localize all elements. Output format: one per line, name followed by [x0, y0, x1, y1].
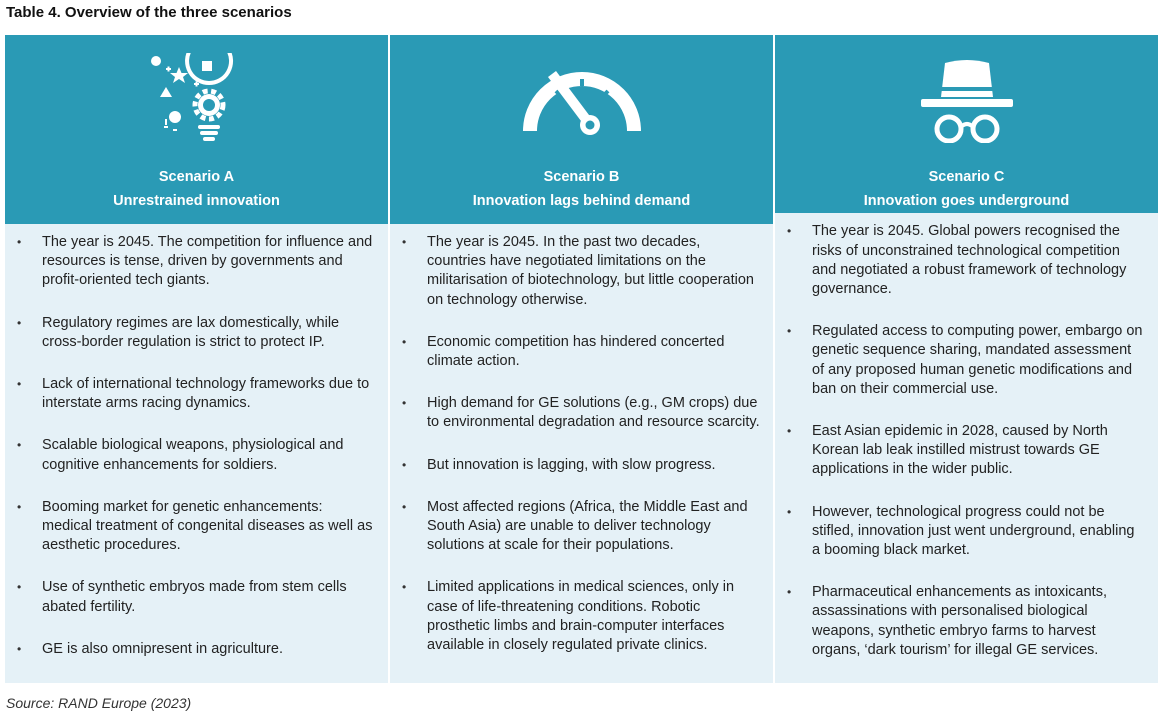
scenario-body-a [5, 224, 388, 683]
incognito-hat-glasses-icon [907, 53, 1027, 143]
scenario-heading-a [5, 165, 388, 213]
bullet-icon: • [17, 641, 22, 656]
scenario-subtitle-c: Innovation goes underground [863, 193, 1070, 209]
list-item: • The year is 2045. Global powers recognised the risks of unconstrained technological competition and negotiated a robust framework of technology governance. [787, 223, 1127, 297]
scenario-subtitle-b: Innovation lags behind demand [472, 193, 691, 209]
scenario-column-c [775, 35, 1158, 683]
bullet-icon: • [17, 377, 22, 392]
bullet-icon: • [17, 438, 22, 453]
bullet-icon: • [17, 235, 22, 249]
scenario-body-b [390, 224, 773, 683]
bullet-list-b [402, 233, 761, 655]
bullet-icon: • [17, 315, 22, 330]
list-item: • Regulatory regimes are lax domestically, while cross-border regulation is strict to protect IP. [17, 314, 340, 350]
list-item: • But innovation is lagging, with slow progress. [402, 456, 761, 475]
list-item: • GE is also omnipresent in agriculture. [17, 640, 376, 659]
list-item: • Limited applications in medical sciences, only in case of life-threatening conditions. Robotic prosthetic limbs and brain-computer interfaces available in closely regulated private clinics. [402, 579, 735, 654]
bullet-icon: • [787, 224, 792, 239]
bullet-icon: • [402, 396, 407, 411]
list-item: • Lack of international technology frameworks due to interstate arms racing dynamics. [17, 376, 370, 412]
list-item: • Booming market for genetic enhancements: medical treatment of congenital diseases as well as aesthetic procedures. [17, 498, 373, 554]
bullet-list-a [17, 233, 376, 659]
list-item: • The year is 2045. The competition for influence and resources is tense, driven by governments and profit-oriented tech giants. [17, 234, 373, 289]
bullet-icon: • [402, 235, 407, 249]
bullet-icon: • [787, 504, 792, 519]
scenario-label-a: Scenario A [158, 169, 235, 185]
source-note: Source: RAND Europe (2023) [6, 695, 192, 711]
list-item: • Use of synthetic embryos made from stem cells abated fertility. [17, 579, 347, 615]
list-item: • Most affected regions (Africa, the Middle East and South Asia) are unable to deliver technology solutions at scale for their populations. [402, 498, 748, 554]
scenario-column-a [5, 35, 388, 683]
bullet-icon: • [17, 499, 22, 514]
scenario-heading-b [390, 165, 773, 213]
list-item: • High demand for GE solutions (e.g., GM crops) due to environmental degradation and resource scarcity. [402, 395, 760, 431]
lightbulb-gear-icon [137, 53, 257, 143]
bullet-icon: • [787, 585, 792, 600]
scenario-header-c [775, 35, 1158, 213]
bullet-icon: • [787, 423, 792, 438]
list-item: • East Asian epidemic in 2028, caused by North Korean lab leak instilled mistrust towards GE applications in the wider public. [787, 422, 1108, 478]
scenario-label-b: Scenario B [543, 169, 620, 185]
speedometer-icon [522, 53, 642, 143]
bullet-icon: • [787, 324, 792, 339]
list-item: • Scalable biological weapons, physiological and cognitive enhancements for soldiers. [17, 437, 344, 473]
scenario-label-c: Scenario C [928, 169, 1005, 185]
bullet-icon: • [402, 334, 407, 349]
list-item: • Pharmaceutical enhancements as intoxicants, assassinations with personalised biological weapons, synthetic embryo farms to harvest organs, ‘dark tourism’ for illegal GE services. [787, 584, 1107, 658]
bullet-icon: • [402, 499, 407, 514]
bullet-icon: • [402, 457, 407, 472]
scenario-column-b [390, 35, 773, 683]
scenario-header-a [5, 35, 388, 224]
scenario-heading-c [775, 165, 1158, 213]
bullet-icon: • [17, 580, 22, 595]
scenario-header-b [390, 35, 773, 224]
table-title: Table 4. Overview of the three scenarios [6, 4, 292, 21]
scenario-subtitle-a: Unrestrained innovation [113, 193, 280, 209]
list-item: • Economic competition has hindered concerted climate action. [402, 333, 725, 370]
list-item: • Regulated access to computing power, embargo on genetic sequence sharing, mandated assessment of any proposed human genetic modifications and ban on their commercial use. [787, 323, 1143, 397]
list-item: • However, technological progress could not be stifled, innovation just went underground, enabling a booming black market. [787, 503, 1135, 558]
bullet-list-c [787, 222, 1146, 660]
list-item: • The year is 2045. In the past two decades, countries have negotiated limitations on the militarisation of biotechnology, but little cooperation on technology otherwise. [402, 234, 754, 308]
bullet-icon: • [402, 580, 407, 595]
scenario-body-c [775, 213, 1158, 683]
scenarios-table [5, 35, 1158, 683]
